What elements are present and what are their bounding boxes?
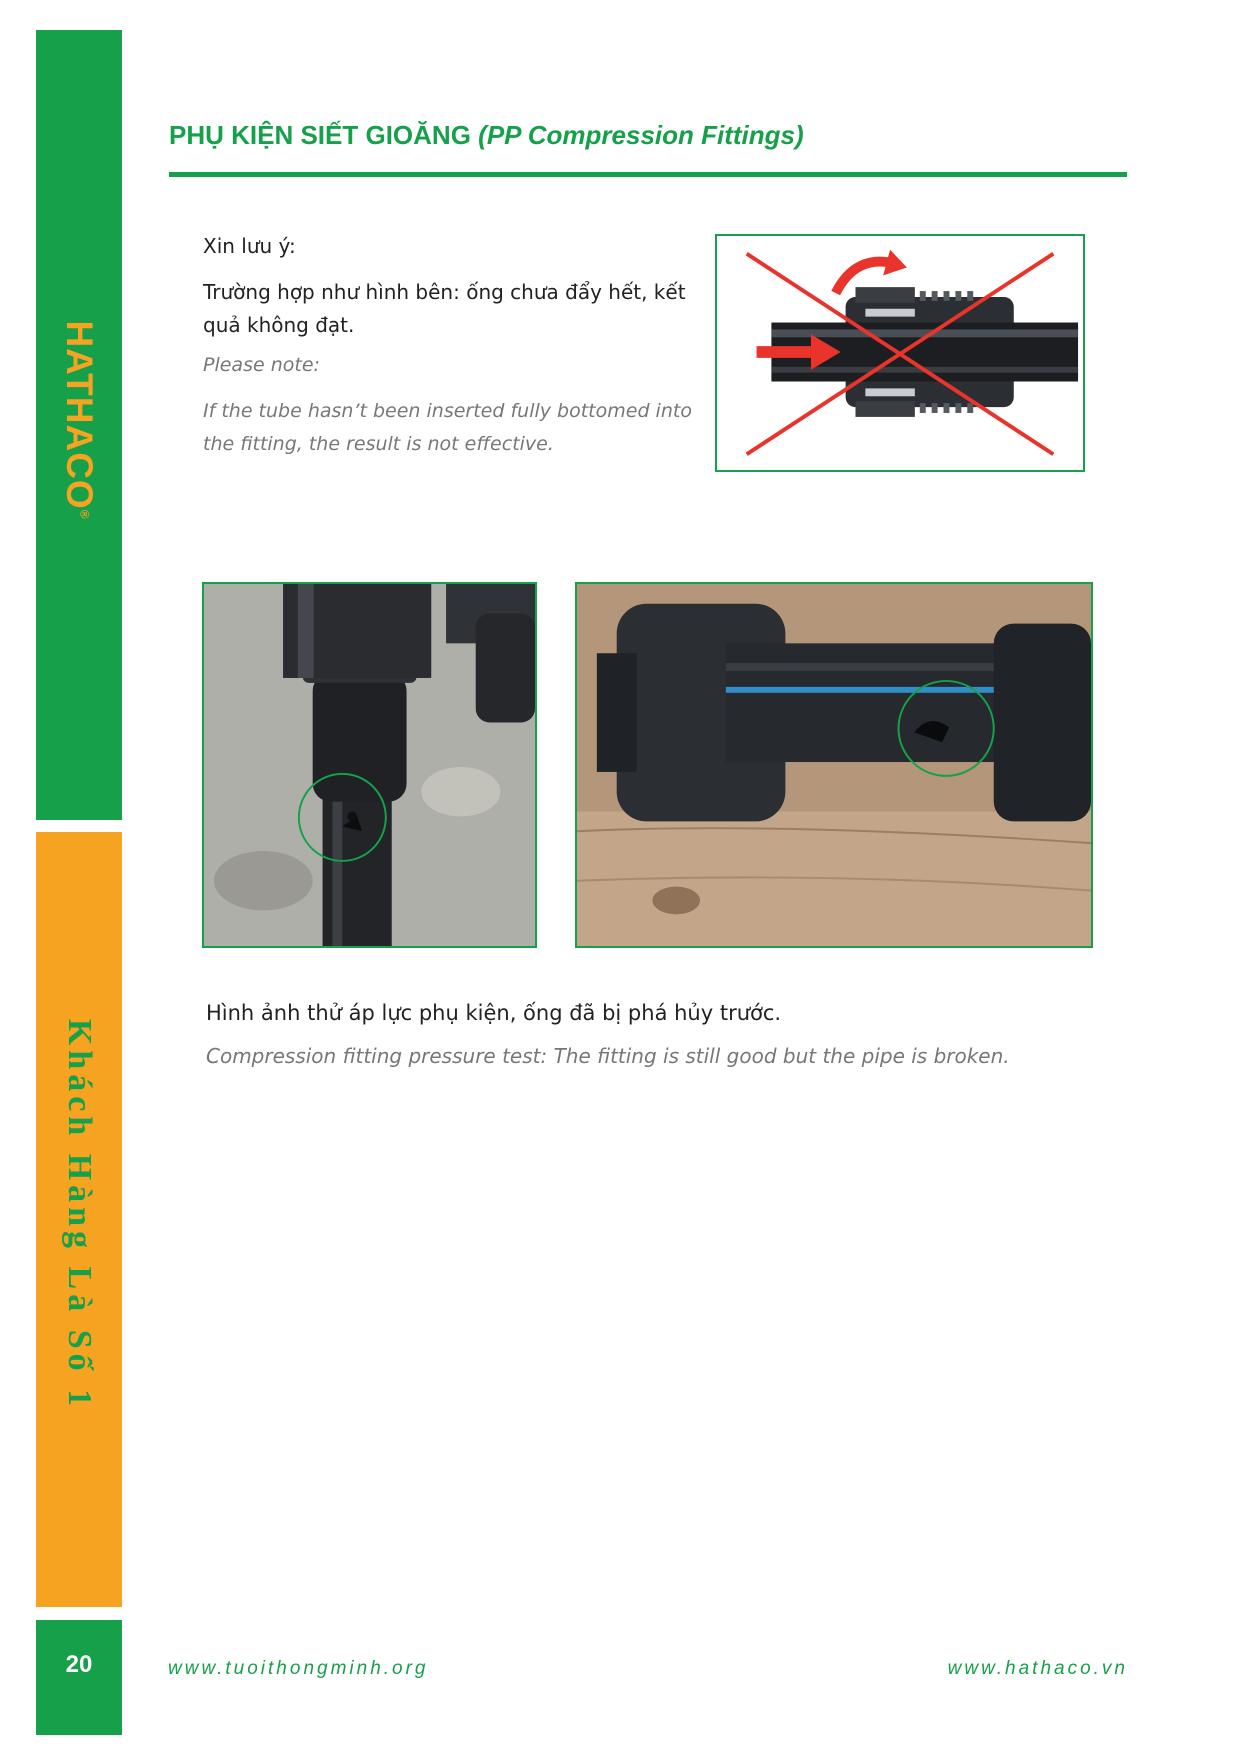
section-title-vi: PHỤ KIỆN SIẾT GIOĂNG bbox=[169, 120, 471, 150]
note-text-vi: Trường hợp như hình bên: ống chưa đẩy hết, kết quả không đạt. bbox=[203, 280, 686, 337]
pressure-test-photo-left bbox=[202, 582, 537, 948]
caption-en: Compression fitting pressure test: The fitting is still good but the pipe is broken. bbox=[206, 1044, 1010, 1068]
page-number: 20 bbox=[65, 1651, 93, 1678]
footer-url-left[interactable]: www.tuoithongminh.org bbox=[168, 1658, 429, 1679]
brand-logo bbox=[58, 320, 100, 519]
registered-mark: ® bbox=[77, 509, 92, 520]
pressure-test-photo-right bbox=[575, 582, 1093, 948]
footer-url-right[interactable]: www.hathaco.vn bbox=[947, 1658, 1128, 1679]
slogan: Khách Hàng Là Số 1 bbox=[61, 1018, 98, 1412]
section-title bbox=[169, 120, 804, 151]
caption-vi: Hình ảnh thử áp lực phụ kiện, ống đã bị phá hủy trước. bbox=[206, 1001, 782, 1025]
incorrect-insertion-diagram bbox=[715, 234, 1085, 472]
note-text-en: If the tube hasn’t been inserted fully bottomed into the fitting, the result is not effective. bbox=[203, 400, 692, 455]
note-label-en: Please note: bbox=[203, 354, 320, 376]
brand-name: HATHACO bbox=[59, 320, 100, 510]
title-divider bbox=[169, 172, 1127, 177]
note-label-vi: Xin lưu ý: bbox=[203, 234, 296, 258]
section-title-en: (PP Compression Fittings) bbox=[478, 120, 804, 150]
